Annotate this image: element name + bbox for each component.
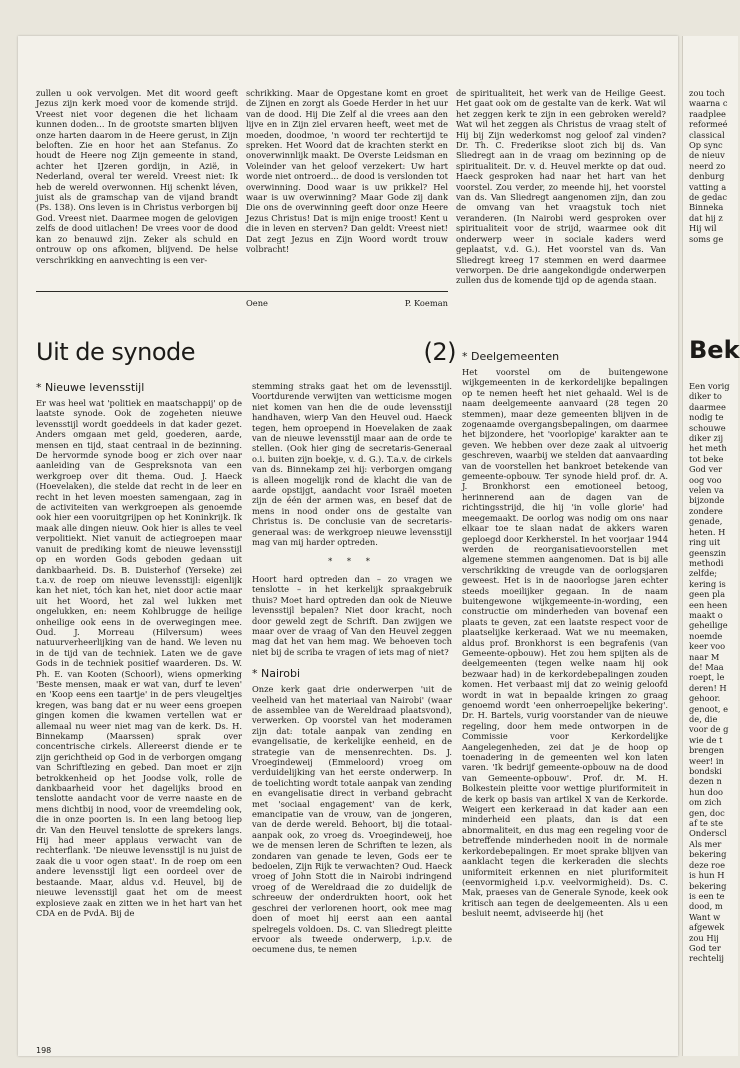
body-column-3: [462, 350, 668, 1050]
adjacent-body-line: oog voo: [689, 474, 722, 485]
adjacent-top-line: soms ge: [689, 233, 724, 244]
article-title-text: Uit de synode: [36, 338, 196, 366]
adjacent-body-line: genoot, e: [689, 703, 729, 714]
body-column-1: [36, 381, 242, 1049]
adjacent-top-line: de gedac: [689, 192, 727, 203]
adjacent-top-line: classical: [689, 129, 725, 140]
adjacent-body-line: af te ste: [689, 818, 724, 829]
article-title: [36, 338, 456, 366]
adjacent-body-line: gen, doc: [689, 807, 725, 818]
adjacent-body-line: Onderscl: [689, 828, 727, 839]
adjacent-body-line: bijzonde: [689, 495, 725, 506]
adjacent-body-line: daarmee: [689, 401, 726, 412]
adjacent-body-line: om zich: [689, 797, 722, 808]
adjacent-body-line: rechtelij: [689, 953, 724, 964]
adjacent-body-line: Want w: [689, 911, 721, 922]
adjacent-body-line: deze roe: [689, 859, 726, 870]
magazine-page: [18, 36, 678, 1056]
adjacent-top-line: raadplee: [689, 108, 726, 119]
adjacent-body-line: velen va: [689, 485, 724, 496]
adjacent-body-line: God ver: [689, 464, 723, 475]
body-column-2: [252, 381, 452, 1049]
adjacent-body-line: deren! H: [689, 682, 727, 693]
adjacent-body-line: maakt o: [689, 609, 723, 620]
body-text-2c: Onze kerk gaat drie onderwerpen 'uit de veelheid van het materiaal van Nairobi' (waar de assemblee van de Wereldraad plaatsvond), verwerken. Op voorstel van het moderamen zijn dat: totale aanpak van zending en evangelisatie, de kerkelijke eenheid, en de strategie van de mensenrechten. Ds. J. Vroegindeweij (Emmeloord) vroeg om verduidelijking van het eerste onderwerp. In de toelichting wordt totale aanpak van zending en evangelisatie direct in verband gebracht met 'sociaal engagement' van de kerk, emancipatie van de vrouw, van de jongeren, van de derde wereld. Behoort, bij die totaal-aanpak ook, zo vroeg ds. Vroegindeweij, hoe we de mensen leren de Schriften te lezen, als zondaren van genade te leven, Gods eer te bedoelen, Zijn Rijk te verwachten? Oud. Haeck vroeg of John Stott die in Nairobi indringend vroeg of de Wereldraad die zo duidelijk de schreeuw der onderdrukten hoort, ook het geschrei der verlorenen hoort, ook mee mag doen of moet hij eerst aan een aantal spelregels voldoen. Ds. C. van Sliedregt pleitte ervoor als tweede onderwerp, i.p.v. de oecumene dus, te nemen: [252, 684, 452, 955]
adjacent-page: [682, 36, 738, 1056]
divider-rule: [36, 291, 448, 292]
adjacent-top-line: neerd zo: [689, 160, 726, 171]
adjacent-body-line: methodi: [689, 557, 724, 568]
adjacent-body-line: brengen: [689, 745, 725, 756]
adjacent-body-line: geen pla: [689, 589, 726, 600]
adjacent-body-line: voor de g: [689, 724, 729, 735]
signature-line: [246, 298, 448, 308]
adjacent-body-line: tot beke: [689, 453, 724, 464]
adjacent-body-line: de, die: [689, 714, 718, 724]
body-text-3: Het voorstel om de buitengewone wijkgemeenten in de kerkordelijke bepalingen op te nemen heeft het niet gehaald. Wel is de naam deelgemeente aanvaard (28 tegen 20 stemmen), maar deze gemeenten blijven in de zogenaamde overgangsbepalingen, om daarmee het bijzondere, het 'voorlopige' karakter aan te geven. We hebben over deze zaak al uitvoerig geschreven, waarbij we stelden dat aanvaarding van de voorstellen het bankroet betekende van gemeente-opbouw. Ter synode hield prof. dr. A. J. Bronkhorst een emotioneel betoog, herinnerend aan de dagen van de richtingsstrijd, die hij 'in volle glorie' had meegemaakt. De oorlog was nodig om ons naar elkaar toe te slaan nadat de akkers waren geploegd door Kerkherstel. In het voorjaar 1944 werden de reorganisatievoorstellen met algemene stemmen aangenomen. Dat is bij alle verschrikking de vreugde van de oorlogsjaren geweest. Het is in de naoorlogse jaren echter steeds moeilijker gegaan. In de naam buitengewone wijkgemeente-in-wording, een constructie om minderheden van bovenaf een plaats te geven, zat een laatste respect voor de plaatselijke kerkeraad. Wat we nu meemaken, aldus prof. Bronkhorst is een begrafenis (van Gemeente-opbouw). Het zou hem spijten als de deelgemeenten (tegen welke naam hij ook bezwaar had) in de kerkordebepalingen zouden komen. Het verbaast mij dat zo weinig geloofd wordt in wat in bepaalde kringen zo graag genoemd wordt 'een onherroepelijke bekering'. Dr. H. Bartels, vurig voorstander van de nieuwe regeling, door hem mede ontworpen in de Commissie voor Kerkordelijke Aangelegenheden, zei dat je de hoop op toenadering in de gemeenten wel kon laten varen. 'Ik bedrijf gemeente-opbouw na de dood van Gemeente-opbouw'. Prof. dr. M. H. Bolkestein pleitte voor wettige pluriformiteit in de kerk op basis van artikel X van de Kerkorde. Weigert een kerkeraad in dat kader aan een minderheid een plaats, dan is dat een abnormaliteit, en dus mag een regeling voor de betreffende minderheden nooit in de normale kerkordebepalingen. Er moet sprake blijven van aanklacht tegen die kerkeraden die slechts uniformiteit erkennen en niet pluriformiteit (eenvormigheid i.p.v. veelvormigheid). Ds. C. Mak, praeses van de Generale Synode, keek ook kritisch aan tegen de deelgemeenten. Als u een besluit neemt, adviseerde hij (het: [462, 367, 668, 919]
adjacent-top-line: de nieuv: [689, 150, 725, 161]
adjacent-body-line: een heen: [689, 599, 728, 610]
adjacent-top-line: Op sync: [689, 140, 723, 151]
top-column-2: schrikking. Maar de Opgestane komt en groet de Zijnen en zorgt als Goede Herder in het uur van de dood. Hij Die Zelf al die vrees aan den lijve en in Zijn ziel ervaren heeft, weet met de moeden, doodmoe, 'n woord ter rechtertijd te spreken. Het Woord dat de krachten sterkt en onoverwinnlijk maakt. De Overste Leidsman en Voleinder van het geloof verzekert: Uw hart worde niet ontroerd... de dood is verslonden tot overwinning. Dood waar is uw prikkel? Hel waar is uw overwinning? Maar Gode zij dank Die ons de overwinning geeft door onze Heere Jezus Christus! Dat is mijn enige troost! Kent u die in leven en sterven? Dan geldt: Vreest niet! Dat zegt Jezus en Zijn Woord wordt trouw volbracht!: [246, 88, 448, 255]
adjacent-body-line: bekering: [689, 880, 727, 891]
adjacent-top-line: Binneka: [689, 202, 724, 213]
adjacent-body-line: hun doo: [689, 786, 723, 797]
page-number: 198: [36, 1046, 52, 1055]
adjacent-body-line: ring uit: [689, 537, 721, 548]
adjacent-top-line: Hij wil: [689, 223, 717, 234]
adjacent-top-line: waarna c: [689, 98, 728, 109]
adjacent-top-line: denburg: [689, 171, 725, 182]
adjacent-body-line: zondere: [689, 505, 723, 516]
adjacent-top-line: zou toch: [689, 88, 725, 98]
adjacent-top-line: reformeé: [689, 119, 728, 130]
adjacent-body-line: keer voo: [689, 641, 726, 652]
adjacent-body-line: gehoor.: [689, 693, 721, 704]
adjacent-body-line: is hun H: [689, 870, 725, 881]
adjacent-body-line: schouwe: [689, 422, 726, 433]
adjacent-body-line: roept, le: [689, 672, 725, 683]
adjacent-body-line: zou Hij: [689, 932, 719, 943]
adjacent-body-line: de! Maa: [689, 661, 724, 672]
adjacent-body-line: zelfde;: [689, 568, 718, 579]
adjacent-top-column: [689, 88, 737, 298]
adjacent-body-line: het meth: [689, 443, 727, 454]
adjacent-top-line: dat hij z: [689, 212, 723, 223]
adjacent-body-line: dezen n: [689, 776, 722, 787]
signature-right: P. Koeman: [404, 298, 448, 308]
adjacent-body-line: genade,: [689, 516, 723, 527]
adjacent-body-column: [689, 381, 737, 964]
adjacent-body-line: noemde: [689, 630, 723, 641]
adjacent-body-line: nodig te: [689, 412, 724, 423]
adjacent-body-line: God ter: [689, 942, 721, 953]
adjacent-body-line: wie de t: [689, 734, 723, 745]
section-stars: * * *: [328, 555, 376, 566]
adjacent-title: Bek: [689, 336, 740, 364]
section-heading-deelgemeenten: * Deelgemeenten: [462, 350, 560, 363]
adjacent-body-line: is een te: [689, 890, 725, 901]
adjacent-body-line: geenszin: [689, 547, 727, 558]
body-text-2b: Hoort hard optreden dan – zo vragen we tenslotte – in het kerkelijk spraakgebruik thuis? Moet hard optreden dan ook de Nieuwe levensstijl bepalen? Niet door kracht, noch door geweld zegt de Schrift. Dan zwijgen we maar over de vraag of Van den Heuvel zeggen mag dat het van hem mag. We behoeven toch niet bij de scriba te vragen of iets mag of niet?: [252, 573, 452, 657]
body-text-2a: stemming straks gaat het om de levensstijl. Voortdurende verwijten van wetticisme mogen niet komen van hen die de oude levensstijl handhaven, wierp Van den Heuvel oud. Haeck tegen, hem oproepend in Hoevelaken de zaak van de nieuwe levensstijl maar aan de orde te stellen. (Ook hier ging de secretaris-Generaal o.i. buiten zijn boekje, v. d. G.). T.a.v. de cirkels van ds. Binnekamp zei hij: verborgen omgang is alleen mogelijk rond de klacht die van de aarde opstijgt, aandacht voor Israël moeten zijn de één der armen was, en besef dat de mens in nood onder ons de gestalte van Christus is. De conclusie van de secretaris-generaal was: de werkgroep nieuwe levensstijl mag van mij harder optreden.: [252, 381, 452, 548]
adjacent-body-line: heten. H: [689, 526, 726, 537]
adjacent-body-line: afgewek: [689, 922, 725, 933]
adjacent-body-line: Een vorig: [689, 381, 730, 391]
section-heading-nieuwe-levensstijl: * Nieuwe levensstijl: [36, 381, 145, 394]
adjacent-body-line: naar M: [689, 651, 720, 662]
top-column-3: de spiritualiteit, het werk van de Heilige Geest. Het gaat ook om de gestalte van de kerk. Wat wil het zeggen kerk te zijn in een gebroken wereld? Wat wil het zeggen als Christus de vraag stelt of Hij bij Zijn wederkomst nog geloof zal vinden? Dr. Th. C. Frederikse sloot zich bij ds. Van Sliedregt aan in de vraag om bezinning op de spiritualiteit. Dr. v. d. Heuvel merkte op dat oud. Haeck gesproken had naar het hart van het voorstel. Zou verder, zo meende hij, het voorstel van ds. Van Sliedregt aangenomen zijn, dan zou de omvang van het vraagstuk toch niet veranderen. (In Nairobi werd gesproken over spiritualiteit voor de strijd, waarmee ook dit onderwerp weer in sociale kaders werd geplaatst, v.d. G.). Het voorstel van ds. Van Sliedregt kreeg 17 stemmen en werd daarmee verworpen. De drie aangekondigde onderwerpen zullen dus de komende tijd op de agenda staan.: [456, 88, 666, 286]
adjacent-body-line: dood, m: [689, 901, 723, 912]
top-column-1: zullen u ook vervolgen. Met dit woord geeft Jezus zijn kerk moed voor de komende strijd. Vreest niet voor degenen die het lichaam kunnen doden... In de grootste smarten blijven onze harten daarom in de Heere gerust, in Zijn beloften. Zie en hoor het aan Stefanus. Zo houdt de Heere nog Zijn gemeente in stand, achter het IJzeren gordijn, in Azië, in Nederland, overal ter wereld. Vreest niet: Ik heb de wereld overwonnen. Hij schenkt léven, juist als de gramschap van de vijand brandt (Ps. 138). Ons leven is in Christus verborgen bij God. Vreest niet. Daarmee mogen de gelovigen zelfs de dood uitlachen! De vrees voor de dood kan zo benauwd zijn. Zeker als schuld en ontrouw op ons afkomen, blijvend. De helse verschrikking en aanvechting is een ver-: [36, 88, 238, 265]
adjacent-body-line: diker to: [689, 391, 722, 402]
adjacent-body-line: geheilige: [689, 620, 728, 631]
section-heading-nairobi: * Nairobi: [252, 667, 301, 681]
adjacent-body-line: Als mer: [689, 838, 722, 849]
article-part-number: (2): [423, 338, 456, 366]
signature-left: Oene: [246, 298, 268, 308]
adjacent-body-line: bekering: [689, 849, 727, 860]
adjacent-body-line: diker zij: [689, 433, 724, 444]
adjacent-body-line: bondski: [689, 766, 722, 777]
body-text-1: Er was heel wat 'politiek en maatschappij' op de laatste synode. Ook de zogeheten nieuwe levensstijl wordt goeddeels in dat kader gezet. Anders omgaan met geld, goederen, aarde, mensen en tijd, staat centraal in de bezinning. De hervormde synode boog er zich over naar aanleiding van de Gespreksnota van een werkgroep over dit thema. Oud. J. Haeck (Hoevelaken), die stelde dat recht in de leer en recht in het leven moesten samengaan, zag in de activiteiten van werkgroepen als genoemde ook hier een vooruitgrijpen op het Koninkrijk. Ik maak alle dingen nieuw. Ook hier is alles te veel verpolitiekt. Niet vanuit de actiegroepen maar vanuit de prediking komt de nieuwe levensstijl op en worden Gods geboden gedaan uit dankbaarheid. Ds. B. Duisterhof (Yerseke) zei t.a.v. de roep om nieuwe levensstijl: eigenlijk kan het niet, tóch kan het, niet door actie maar uit het Woord, het zal wel lukken met ongelukken, en: neem Kohlbrugge de heilige onheilige ook eens in de overwegingen mee. Oud. J. Morreau (Hilversum) wees natuurverheerlijking van de hand. We leven nu in de tijd van de techniek. Laten we de gave Gods in de techniek positief waarderen. Ds. W. Ph. E. van Kooten (Schoorl), wiens opmerking 'Beste mensen, maak er wat van, durf te leven' en 'Koop eens een taartje' in de pers vleugeltjes kregen, was bang dat er nu weer eens groepen gingen komen die kwamen vertellen wat er allemaal nu weer niet mag van de kerk. Ds. H. Binnekamp (Maarssen) sprak over concentrische cirkels. Allereerst diende er te zijn gerichtheid op God in de verborgen omgang van Schriftlezing en gebed. Dan moet er zijn betrokkenheid op het Joodse volk, rolle de dankbaarheid voor het dagelijks brood en tenslotte aandacht voor de verre naaste en de mens dichtbij in nood, voor de vreemdeling ook, die in onze poorten is. In een lang betoog liep dr. Van den Heuvel tenslotte de sprekers langs. Hij had meer applaus verwacht van de rechterflank. 'De nieuwe levensstijl is nu juist de zaak die u voor ogen staat'. In de roep om een andere levensstijl ligt een oordeel over de bestaande. Maar, aldus v.d. Heuvel, bij de nieuwe levensstijl gaat het om de meest explosieve zaak en zitten we in het hart van het CDA en de PvdA. Bij de: [36, 398, 242, 918]
adjacent-body-line: kering is: [689, 578, 726, 589]
adjacent-body-line: weer! in: [689, 755, 724, 766]
adjacent-top-line: vatting a: [689, 181, 727, 192]
